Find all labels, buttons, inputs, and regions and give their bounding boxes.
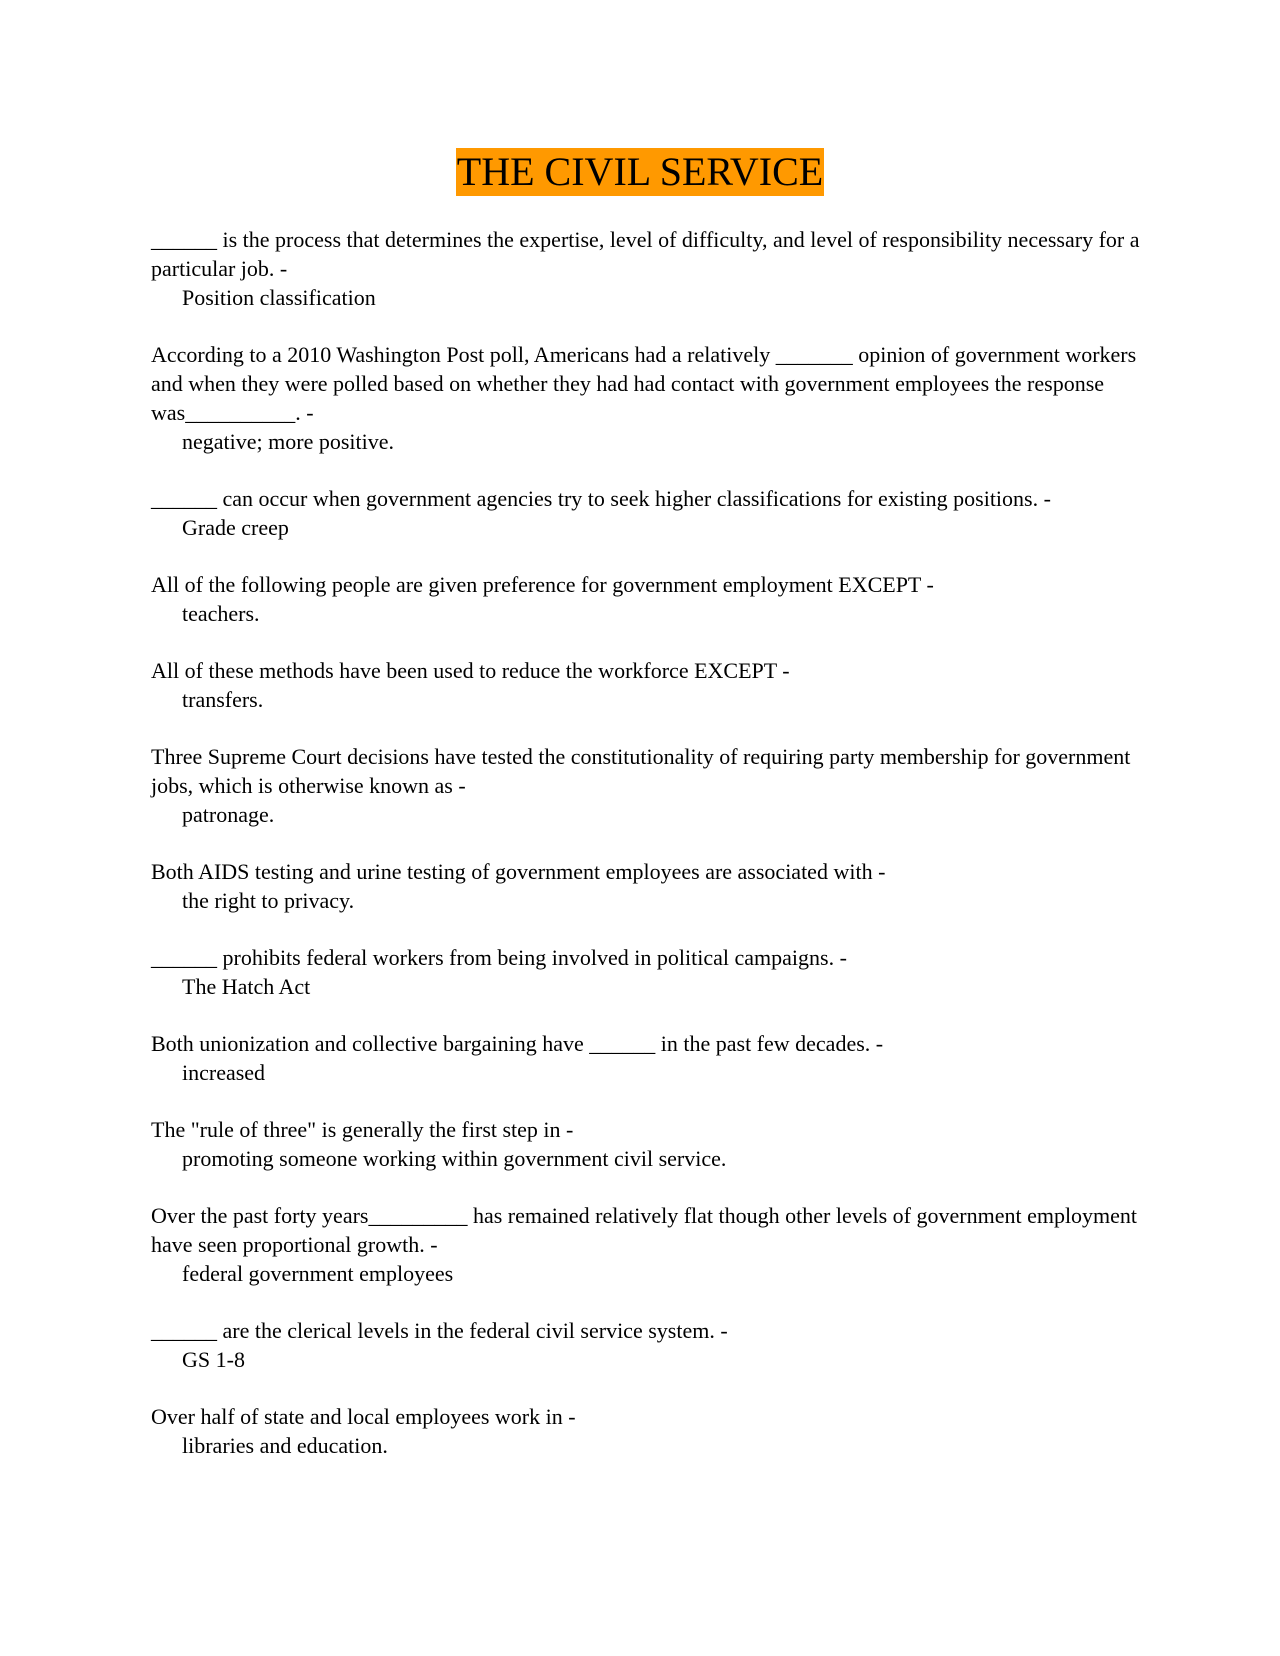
answer-text: teachers. [182, 601, 260, 626]
qa-item [151, 1201, 1141, 1288]
question-text: ______ prohibits federal workers from being involved in political campaigns. - [151, 945, 847, 970]
answer-text: The Hatch Act [182, 974, 311, 999]
answer-text: Position classification [182, 285, 376, 310]
qa-item [151, 225, 1141, 312]
qa-item [151, 570, 1141, 628]
qa-item [151, 484, 1141, 542]
question-text: Over half of state and local employees work in - [151, 1404, 576, 1429]
qa-item [151, 1029, 1141, 1087]
question-text: The "rule of three" is generally the first step in - [151, 1117, 574, 1142]
answer-text: patronage. [182, 802, 275, 827]
question-text: According to a 2010 Washington Post poll, Americans had a relatively _______ opinion of government workers and when they were polled based on whether they had had contact with government employees the response was__________. - [151, 342, 1137, 425]
question-text: Both AIDS testing and urine testing of government employees are associated with - [151, 859, 886, 884]
question-text: Three Supreme Court decisions have tested the constitutionality of requiring party membership for government jobs, which is otherwise known as - [151, 744, 1131, 798]
answer-text: transfers. [182, 687, 264, 712]
document-title: THE CIVIL SERVICE [456, 149, 824, 194]
answer-text: promoting someone working within government civil service. [182, 1146, 727, 1171]
qa-item [151, 742, 1141, 829]
question-text: All of these methods have been used to reduce the workforce EXCEPT - [151, 658, 790, 683]
question-text: ______ can occur when government agencies try to seek higher classifications for existing positions. - [151, 486, 1051, 511]
question-text: Over the past forty years_________ has remained relatively flat though other levels of government employment have seen proportional growth. - [151, 1203, 1138, 1257]
question-text: ______ is the process that determines the expertise, level of difficulty, and level of responsibility necessary for a particular job. - [151, 227, 1140, 281]
answer-text: GS 1-8 [182, 1347, 245, 1372]
qa-item [151, 1115, 1141, 1173]
answer-text: increased [182, 1060, 266, 1085]
qa-item [151, 1316, 1141, 1374]
answer-text: the right to privacy. [182, 888, 355, 913]
answer-text: negative; more positive. [182, 429, 394, 454]
answer-text: Grade creep [182, 515, 289, 540]
qa-item [151, 340, 1141, 456]
question-text: All of the following people are given preference for government employment EXCEPT - [151, 572, 934, 597]
qa-item [151, 943, 1141, 1001]
question-text: Both unionization and collective bargaining have ______ in the past few decades. - [151, 1031, 884, 1056]
qa-list [151, 225, 1141, 1488]
qa-item [151, 656, 1141, 714]
answer-text: libraries and education. [182, 1433, 388, 1458]
answer-text: federal government employees [182, 1261, 454, 1286]
question-text: ______ are the clerical levels in the federal civil service system. - [151, 1318, 728, 1343]
title-container [0, 148, 1280, 196]
qa-item [151, 1402, 1141, 1460]
qa-item [151, 857, 1141, 915]
